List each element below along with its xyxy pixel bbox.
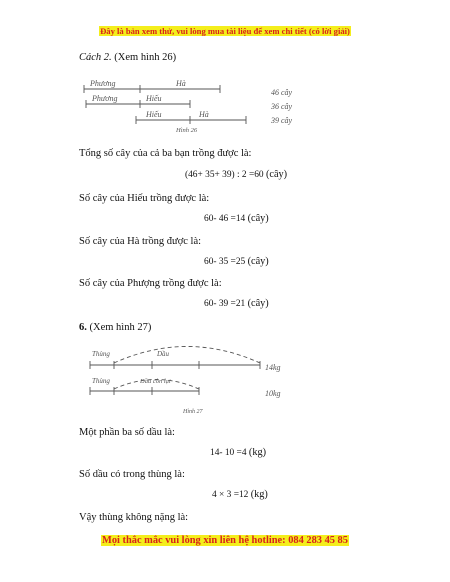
line-oil-unit: (kg)	[250, 489, 268, 500]
line-hieu-unit: (cây)	[247, 213, 269, 224]
fig26-caption: Hình 26	[176, 127, 198, 134]
problem6-ref: (Xem hình 27)	[89, 322, 152, 333]
line-phuong-formula: 60- 39 =21	[204, 299, 246, 309]
fig26-row2-right: Hiếu	[146, 94, 162, 103]
fig26-row3-right: Hà	[199, 110, 209, 119]
line-third-unit: (kg)	[248, 447, 267, 458]
fig27-row2-arc: Dầu còn lại	[140, 378, 171, 385]
method2-ref: (Xem hình 26)	[114, 52, 177, 63]
line-third-math	[210, 447, 266, 458]
fig27-caption: Hình 27	[183, 409, 203, 415]
line-empty-text: Vậy thùng không nặng là:	[79, 512, 189, 523]
line-oil-formula: 4 × 3 =12	[212, 490, 249, 500]
preview-notice-text: Đây là bản xem thử, vui lòng mua tài liệu để xem chi tiết (có lời giải)	[100, 26, 350, 36]
line-phuong-text: Số cây của Phượng trồng được là:	[79, 278, 222, 289]
line-hieu-text: Số cây của Hiếu trồng được là:	[79, 193, 210, 204]
hotline-notice-text: Mọi thắc mắc vui lòng xin liên hệ hotline: 084 283 45 85	[102, 535, 348, 546]
fig26-row3-total: 39 cây	[271, 116, 293, 125]
line-total-unit: (cây)	[265, 169, 288, 180]
fig27-row2-total: 10kg	[265, 389, 281, 398]
fig26-row1-right: Hà	[176, 79, 186, 88]
line-total-formula: (46+ 35+ 39) : 2 =60	[185, 170, 264, 180]
fig27-row1-arc: Dầu	[157, 350, 170, 358]
fig26-row2-left: Phương	[92, 94, 118, 103]
fig27-row1-left: Thùng	[92, 350, 110, 358]
fig27-row2-left: Thùng	[92, 377, 110, 385]
fig26-row1-left: Phương	[90, 79, 116, 88]
fig27-row1-total: 14kg	[265, 363, 281, 372]
line-total-text: Tổng số cây của cả ba bạn trồng được là:	[79, 148, 252, 159]
line-ha-formula: 60- 35 =25	[204, 257, 246, 267]
line-third-text: Một phần ba số dầu là:	[79, 427, 175, 438]
hotline-notice	[0, 535, 450, 546]
fig26-row3-left: Hiếu	[146, 110, 162, 119]
line-ha-text: Số cây của Hà trồng được là:	[79, 236, 202, 247]
line-oil-math	[212, 489, 268, 500]
problem6-number: 6.	[79, 322, 87, 333]
fig26-row1-total: 46 cây	[271, 88, 293, 97]
method2-label: Cách 2.	[79, 52, 112, 63]
line-third-formula: 14- 10 =4	[210, 448, 247, 458]
line-oil-text: Số dầu có trong thùng là:	[79, 469, 185, 480]
line-hieu-formula: 60- 46 =14	[204, 214, 246, 224]
fig26-row2-total: 36 cây	[271, 102, 293, 111]
line-phuong-unit: (cây)	[247, 298, 269, 309]
line-ha-unit: (cây)	[247, 256, 269, 267]
